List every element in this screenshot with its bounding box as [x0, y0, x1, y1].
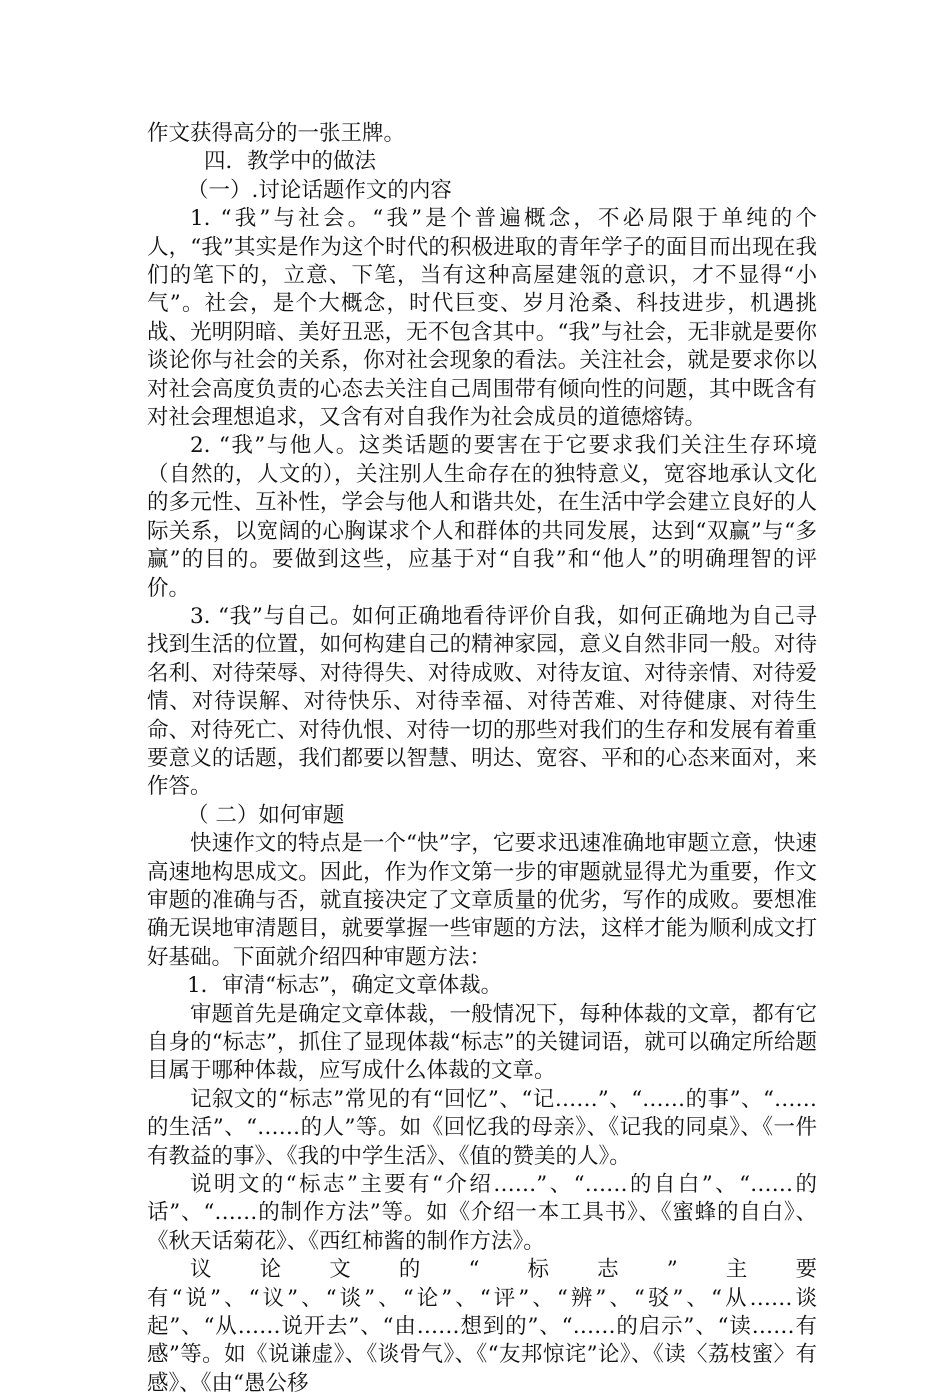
- paragraph-self-and-others: 2. “我”与他人。这类话题的要害在于它要求我们关注生存环境（自然的，人文的），关注别人生命存在的独特意义，宽容地承认文化的多元性、互补性，学会与他人和谐共处，在生活中学会建立良好的人际关系，以宽阔的心胸谋求个人和群体的共同发展，达到“双赢”与“多赢”的目的。要做到这些，应基于对“自我”和“他人”的明确理智的评价。: [147, 433, 817, 601]
- paragraph-self-and-society: 1. “我”与社会。“我”是个普遍概念，不必局限于单纯的个人，“我”其实是作为这个时代的积极进取的青年学子的面目而出现在我们的笔下的，立意、下笔，当有这种高屋建瓴的意识，才不显得“小气”。社会，是个大概念，时代巨变、岁月沧桑、科技进步，机遇挑战、光明阴暗、美好丑恶，无不包含其中。“我”与社会，无非就是要你谈论你与社会的关系，你对社会现象的看法。关注社会，就是要求你以对社会高度负责的心态去关注自己周围带有倾向性的问题，其中既含有对社会理想追求，又含有对自我作为社会成员的道德熔铸。: [147, 206, 817, 431]
- subsection-two-heading: （ 二）如何审题: [187, 802, 345, 828]
- document-body: [147, 120, 817, 1398]
- paragraph-fast-writing: 快速作文的特点是一个“快”字，它要求迅速准确地审题立意，快速高速地构思成文。因此，作为作文第一步的审题就显得尤为重要，作文审题的准确与否，就直接决定了文章质量的优劣，写作的成败。要想准确无误地审清题目，就要掌握一些审题的方法，这样才能为顺利成文打好基础。下面就介绍四种审题方法：: [147, 831, 817, 970]
- paragraph-genre-markers: 审题首先是确定文章体裁，一般情况下，每种体裁的文章，都有它自身的“标志”，抓住了显现体裁“标志”的关键词语，就可以确定所给题目属于哪种体裁，应写成什么体裁的文章。: [147, 1001, 817, 1084]
- paragraph-expository-markers: 说明文的“标志”主要有“介绍……”、“……的自白”、“……的话”、“……的制作方法”等。如《介绍一本工具书》、《蜜蜂的自白》、《秋天话菊花》、《西红柿酱的制作方法》。: [147, 1172, 817, 1254]
- method-one-heading: 1．审清“标志”，确定文章体裁。: [187, 973, 503, 999]
- paragraph-argumentative-markers: 议论文的“标志”主要有“说”、“议”、“谈”、“论”、“评”、“辨”、“驳”、“从……谈起”、“从……说开去”、“由……想到的”、“……的启示”、“读……有感”等。如《说谦虚》、《谈骨气》、《“友邦惊诧”论》、《读〈荔枝蜜〉有感》、《由“愚公移: [147, 1257, 817, 1396]
- paragraph-self-and-oneself: 3. “我”与自己。如何正确地看待评价自我，如何正确地为自己寻找到生活的位置，如何构建自己的精神家园，意义自然非同一般。对待名利、对待荣辱、对待得失、对待成败、对待友谊、对待亲情、对待爱情、对待误解、对待快乐、对待幸福、对待苦难、对待健康、对待生命、对待死亡、对待仇恨、对待一切的那些对我们的生存和发展有着重要意义的话题，我们都要以智慧、明达、宽容、平和的心态来面对，来作答。: [147, 603, 817, 800]
- section-four-heading: 四．教学中的做法: [204, 149, 377, 175]
- subsection-one-heading: （一）.讨论话题作文的内容: [187, 177, 452, 203]
- paragraph-narrative-markers: 记叙文的“标志”常见的有“回忆”、“记……”、“……的事”、“……的生活”、“……的人”等。如《回忆我的母亲》、《记我的同桌》、《一件有教益的事》、《我的中学生活》、《值的赞美的人》。: [147, 1086, 817, 1169]
- intro-line: 作文获得高分的一张王牌。: [147, 121, 406, 146]
